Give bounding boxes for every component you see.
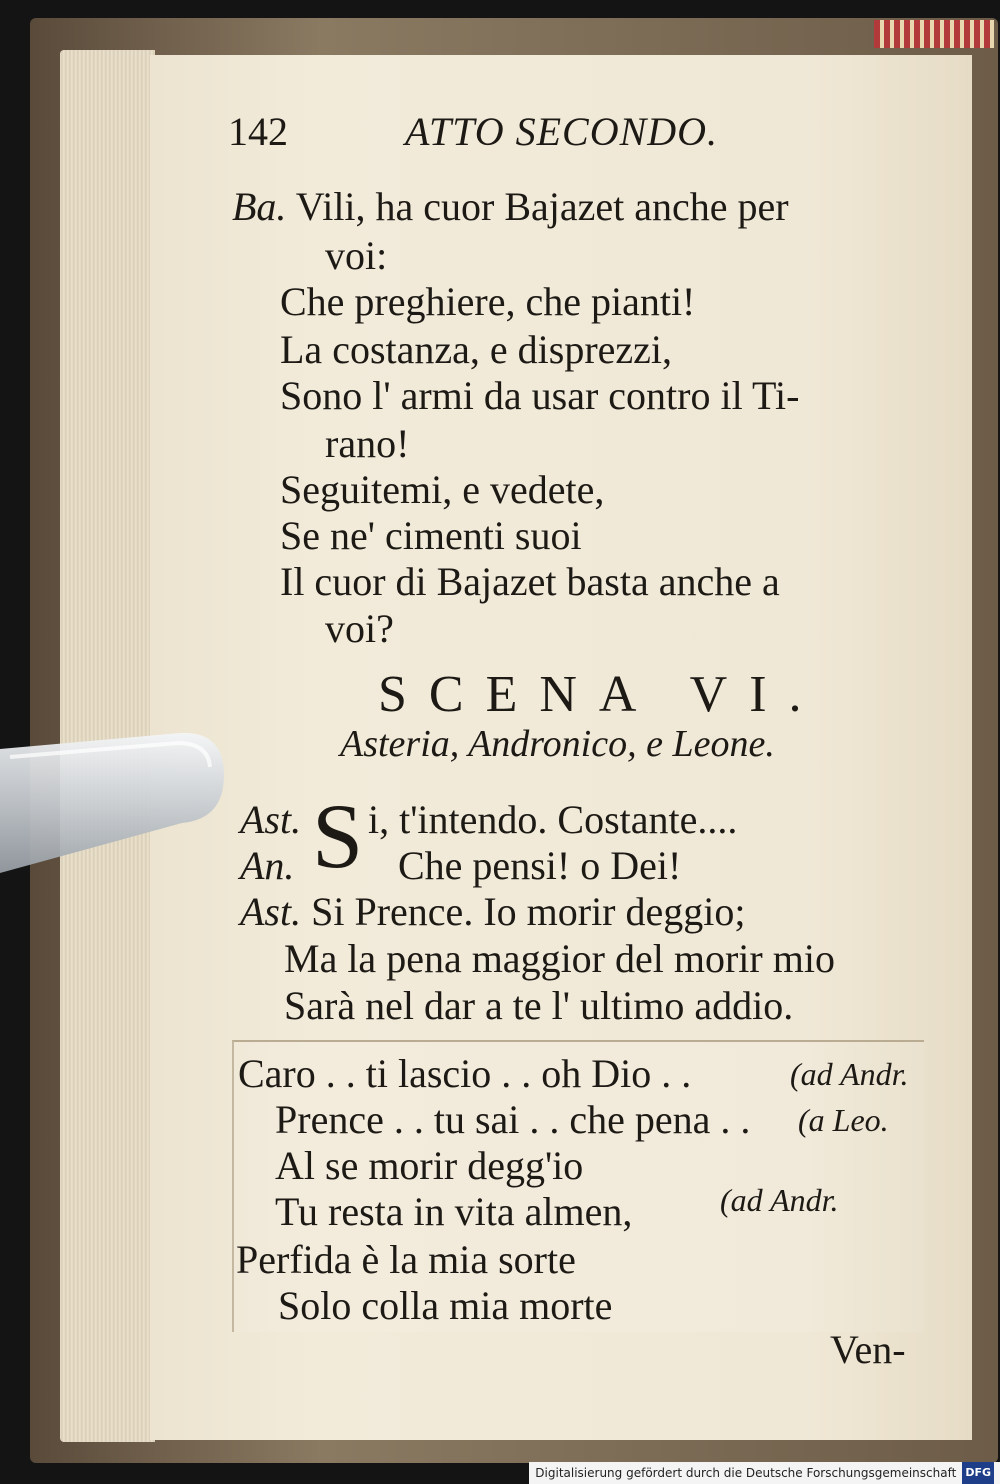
aria-line: Perfida è la mia sorte xyxy=(236,1237,576,1282)
aria-line: Solo colla mia morte xyxy=(278,1283,613,1328)
running-head: ATTO SECONDO. xyxy=(405,109,719,154)
page-clip xyxy=(0,727,226,875)
speaker-label: Ba. xyxy=(232,184,287,229)
verse-text: Si Prence. Io morir deggio; xyxy=(311,889,746,934)
headband xyxy=(874,20,994,48)
verse-line: rano! xyxy=(325,421,410,466)
verse-text: Vili, ha cuor Bajazet anche per xyxy=(295,184,789,229)
stage-direction: (ad Andr. xyxy=(720,1182,839,1218)
verse-line: La costanza, e disprezzi, xyxy=(280,327,673,372)
verse-line: Che preghiere, che pianti! xyxy=(280,279,696,324)
verse-text: Che pensi! o Dei! xyxy=(398,843,682,888)
stage-direction: (ad Andr. xyxy=(790,1056,909,1092)
verse-line: Se ne' cimenti suoi xyxy=(280,513,582,558)
speaker-label: An. xyxy=(240,843,295,888)
speaker-label: Ast. xyxy=(240,797,302,842)
aria-line: Tu resta in vita almen, xyxy=(275,1189,633,1234)
verse-line: Seguitemi, e vedete, xyxy=(280,467,605,512)
verse-line: voi? xyxy=(325,606,394,651)
scene-title: SCENA VI. xyxy=(378,666,824,723)
verse-line xyxy=(240,888,745,935)
speaker-label: Ast. xyxy=(240,889,302,934)
aria-line: Caro . . ti lascio . . oh Dio . . xyxy=(238,1051,692,1096)
catchword: Ven- xyxy=(830,1327,906,1372)
scene-characters: Asteria, Andronico, e Leone. xyxy=(340,723,775,765)
dfg-logo: DFG xyxy=(962,1462,994,1484)
verse-line xyxy=(232,183,789,230)
verse-line: Ma la pena maggior del morir mio xyxy=(284,936,835,981)
digitisation-footer xyxy=(529,1462,1000,1484)
verse-line: Sono l' armi da usar contro il Ti- xyxy=(280,373,800,418)
aria-line: Al se morir degg'io xyxy=(275,1143,584,1188)
page-number: 142 xyxy=(228,109,288,154)
stage-direction: (a Leo. xyxy=(798,1102,889,1138)
verse-line: Il cuor di Bajazet basta anche a xyxy=(280,559,780,604)
verse-line: voi: xyxy=(325,233,388,278)
drop-cap: S xyxy=(312,785,364,887)
footer-text: Digitalisierung gefördert durch die Deutsche Forschungsgemeinschaft xyxy=(535,1466,957,1480)
verse-text: i, t'intendo. Costante.... xyxy=(368,797,738,842)
aria-line: Prence . . tu sai . . che pena . . xyxy=(275,1097,751,1142)
verse-line: Sarà nel dar a te l' ultimo addio. xyxy=(284,983,794,1028)
